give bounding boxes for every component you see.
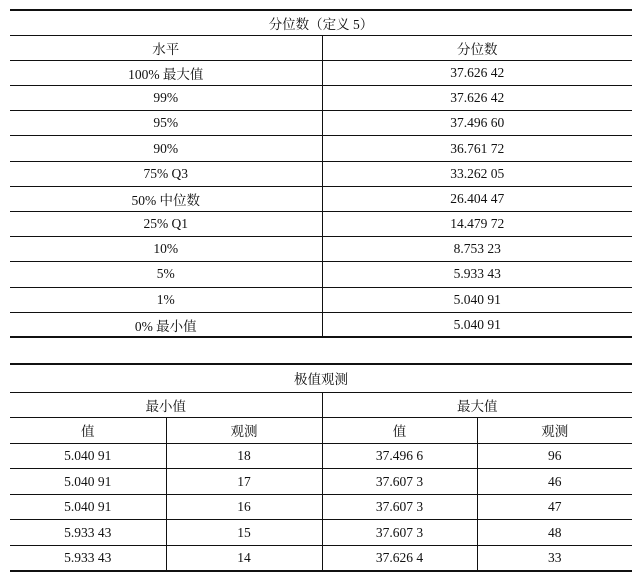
table-row: [10, 494, 632, 520]
table-row: [10, 237, 632, 262]
quantile-value-cell: 5.933 43: [322, 262, 632, 287]
extremes-sub-header-row: [10, 418, 632, 444]
level-cell: 0% 最小值: [10, 312, 322, 337]
extremes-group-header-row: [10, 392, 632, 418]
extremes-table: [10, 363, 632, 572]
min-obs-cell: 16: [166, 494, 322, 520]
max-obs-cell: 48: [477, 520, 632, 546]
table-row: [10, 469, 632, 495]
min-obs-header: 观测: [166, 418, 322, 444]
table-row: [10, 546, 632, 572]
max-obs-cell: 96: [477, 443, 632, 469]
min-obs-cell: 17: [166, 469, 322, 495]
quantile-value-cell: 33.262 05: [322, 161, 632, 186]
max-value-cell: 37.626 4: [322, 546, 477, 572]
table-row: [10, 520, 632, 546]
table-row: [10, 111, 632, 136]
table-row: [10, 186, 632, 211]
min-obs-cell: 15: [166, 520, 322, 546]
level-cell: 100% 最大值: [10, 60, 322, 85]
max-value-cell: 37.607 3: [322, 469, 477, 495]
table-row: [10, 212, 632, 237]
min-value-cell: 5.040 91: [10, 469, 166, 495]
quantiles-title: 分位数（定义 5）: [10, 10, 632, 35]
max-value-cell: 37.496 6: [322, 443, 477, 469]
level-cell: 5%: [10, 262, 322, 287]
table-row: [10, 86, 632, 111]
max-obs-cell: 33: [548, 550, 562, 566]
level-cell: 50% 中位数: [10, 186, 322, 211]
table-row: [10, 136, 632, 161]
quantile-header: 分位数: [322, 35, 632, 60]
quantiles-table: [10, 9, 632, 338]
quantile-value-cell: 26.404 47: [322, 186, 632, 211]
level-cell: 75% Q3: [10, 161, 322, 186]
max-obs-cell: 46: [477, 469, 632, 495]
quantile-value-cell: 36.761 72: [322, 136, 632, 161]
extremes-title-row: [10, 364, 632, 392]
min-value-cell: 5.933 43: [10, 546, 166, 572]
level-cell: 25% Q1: [10, 212, 322, 237]
level-cell: 10%: [10, 237, 322, 262]
min-value-cell: 5.040 91: [10, 443, 166, 469]
quantiles-title-row: [10, 10, 632, 35]
level-cell: 99%: [10, 86, 322, 111]
minimum-group-header: 最小值: [10, 392, 322, 418]
table-row: [10, 161, 632, 186]
quantiles-header-row: [10, 35, 632, 60]
max-value-cell: 37.607 3: [322, 520, 477, 546]
quantile-value-cell: 14.479 72: [322, 212, 632, 237]
quantile-value-cell: 5.040 91: [322, 287, 632, 312]
min-obs-cell: 18: [166, 443, 322, 469]
level-cell: 95%: [10, 111, 322, 136]
table-row: [10, 443, 632, 469]
max-value-header: 值: [322, 418, 477, 444]
min-value-header: 值: [10, 418, 166, 444]
extremes-title: 极值观测: [10, 364, 632, 392]
max-obs-cell: 47: [477, 494, 632, 520]
maximum-group-header: 最大值: [322, 392, 632, 418]
max-obs-header: 观测: [477, 418, 632, 444]
min-obs-cell: 14: [166, 546, 322, 572]
min-value-cell: 5.040 91: [10, 494, 166, 520]
table-row: [10, 287, 632, 312]
level-cell: 1%: [10, 287, 322, 312]
level-cell: 90%: [10, 136, 322, 161]
table-row: [10, 60, 632, 85]
table-row: [10, 262, 632, 287]
quantile-value-cell: 5.040 91: [453, 316, 501, 332]
level-header: 水平: [10, 35, 322, 60]
table-row: [10, 312, 632, 337]
min-value-cell: 5.933 43: [10, 520, 166, 546]
quantile-value-cell: 37.626 42: [322, 86, 632, 111]
quantile-value-cell: 8.753 23: [322, 237, 632, 262]
quantile-value-cell: 37.496 60: [322, 111, 632, 136]
max-value-cell: 37.607 3: [322, 494, 477, 520]
quantile-value-cell: 37.626 42: [322, 60, 632, 85]
